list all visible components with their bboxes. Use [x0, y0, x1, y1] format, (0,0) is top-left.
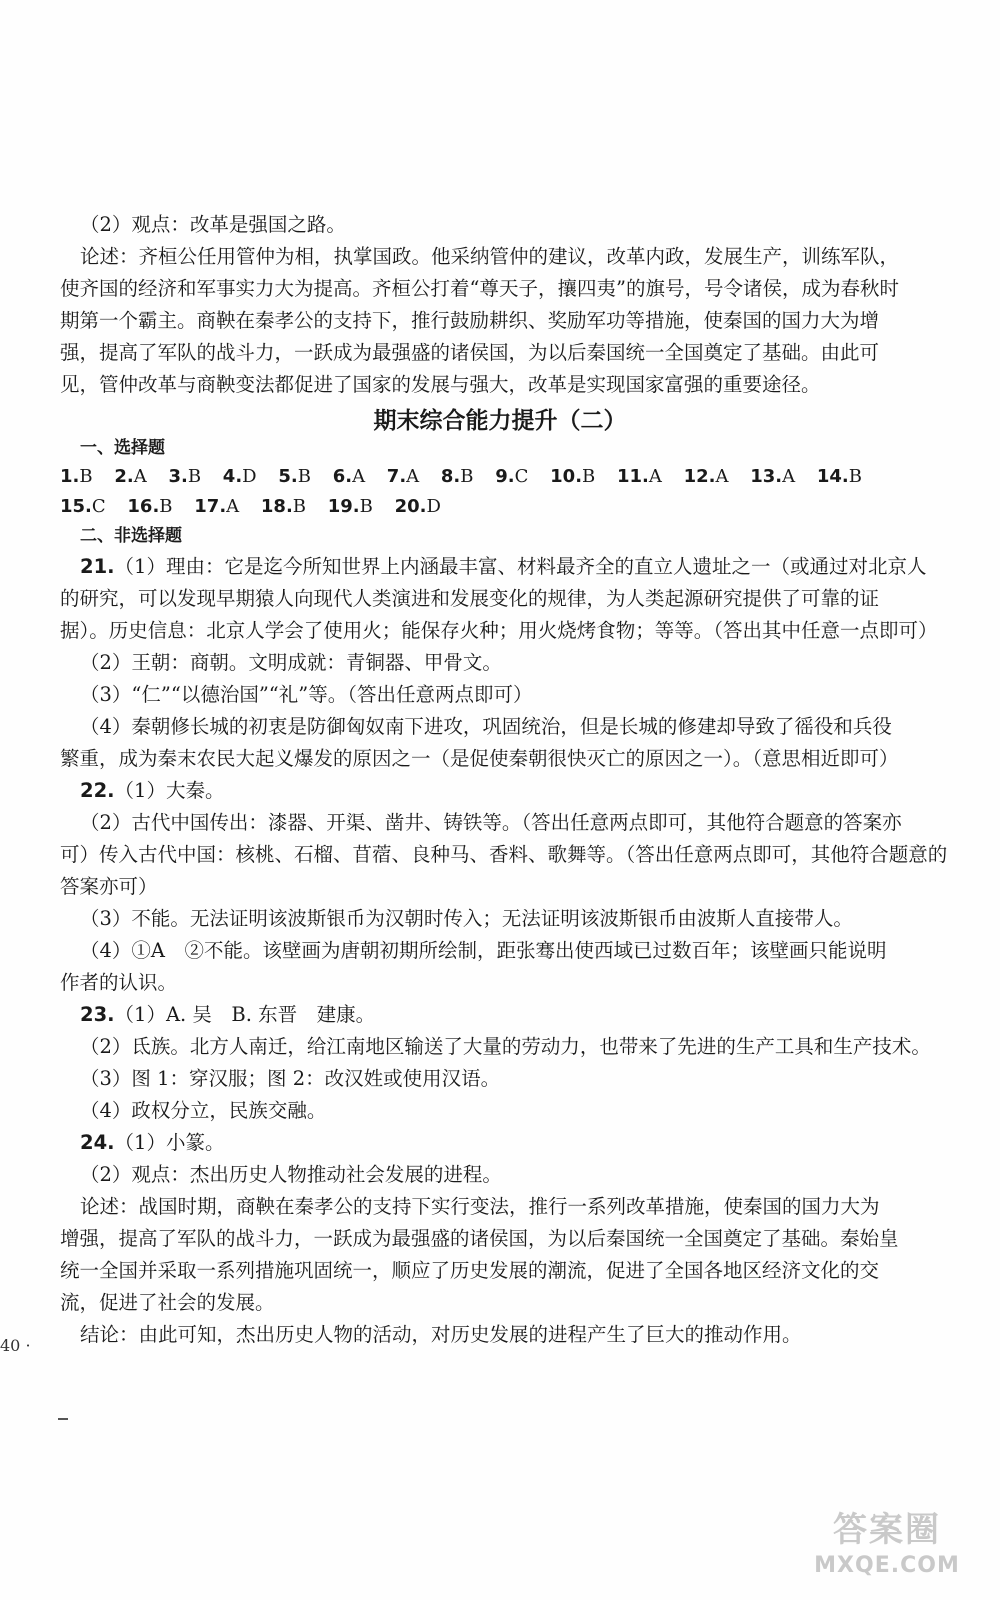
answer-choice: A [226, 496, 240, 517]
answer-choice: C [514, 466, 529, 487]
answer-item [114, 462, 146, 492]
text-line: （1）小篆。 [114, 1131, 225, 1154]
question-number: 22. [80, 779, 115, 802]
question-number: 15. [60, 496, 92, 517]
answer-row [60, 492, 457, 522]
answer-choice: B [582, 466, 596, 487]
watermark-logo [792, 1508, 982, 1588]
text-line: （1）大秦。 [114, 779, 225, 802]
question-number: 6. [332, 466, 353, 487]
answer-item [750, 462, 795, 492]
question-number: 24. [80, 1131, 115, 1154]
text-line: 期第一个霸主。商鞅在秦孝公的支持下，推行鼓励耕织、奖励军功等措施，使秦国的国力大为增 [60, 309, 880, 332]
answer-choice: A [782, 466, 796, 487]
text-line: 统一全国并采取一系列措施巩固统一，顺应了历史发展的潮流，促进了全国各地区经济文化的交 [60, 1259, 880, 1282]
page-number: 40 · [0, 1336, 31, 1355]
text-line: （4）政权分立，民族交融。 [80, 1099, 327, 1122]
question-number: 16. [127, 496, 160, 517]
question-number: 3. [168, 466, 188, 487]
question-number: 20. [394, 496, 427, 517]
text-line: （2）古代中国传出：漆器、开渠、凿井、铸铁等。（答出任意两点即可，其他符合题意的答案亦 [80, 811, 902, 834]
question-24 [80, 1128, 970, 1158]
question-number: 17. [194, 496, 227, 517]
answer-choice: A [352, 466, 366, 487]
answer-choice: B [292, 496, 307, 517]
answer-row [60, 462, 878, 492]
text-line: （2）观点：杰出历史人物推动社会发展的进程。 [80, 1163, 502, 1186]
answer-choice: A [648, 466, 662, 487]
question-number: 14. [816, 466, 849, 487]
answer-choice: B [159, 496, 173, 517]
answer-item [817, 462, 862, 492]
question-number: 10. [550, 466, 583, 487]
answer-choice: A [715, 466, 729, 487]
answer-choice: B [460, 466, 474, 487]
question-number: 7. [386, 466, 407, 487]
text-line: （1）理由：它是迄今所知世界上内涵最丰富、材料最齐全的直立人遗址之一（或通过对北京人 [114, 555, 927, 578]
text-line: （4）①A ②不能。该壁画为唐朝初期所绘制，距张骞出使西域已过数百年；该壁画只能说明 [80, 939, 887, 962]
text-line: 论述：战国时期，商鞅在秦孝公的支持下实行变法，推行一系列改革措施，使秦国的国力大为 [80, 1195, 880, 1218]
question-21 [80, 552, 970, 582]
text-line: （3）“仁”“以德治国”“礼”等。（答出任意两点即可） [80, 683, 533, 706]
text-line: 繁重，成为秦末农民大起义爆发的原因之一（是促使秦朝很快灭亡的原因之一）。（意思相近即可） [60, 747, 899, 770]
question-23 [80, 1000, 970, 1030]
text-line: （1）A. 吴 B. 东晋 建康。 [114, 1003, 376, 1026]
section-heading: 二、非选择题 [80, 526, 182, 546]
answer-item [387, 462, 419, 492]
text-line: 见，管仲改革与商鞅变法都促进了国家的发展与强大，改革是实现国家富强的重要途径。 [60, 373, 821, 396]
text-line: 的研究，可以发现早期猿人向现代人类演进和发展变化的规律，为人类起源研究提供了可靠的证 [60, 587, 880, 610]
answer-item [168, 462, 201, 492]
answer-choice: B [848, 466, 862, 487]
question-number: 19. [327, 496, 360, 517]
text-line: 可）传入古代中国：核桃、石榴、苜蓿、良种马、香料、歌舞等。（答出任意两点即可，其他符合题意的 [60, 843, 948, 866]
answer-choice: A [133, 466, 147, 487]
answer-choice: C [91, 496, 106, 517]
answer-item [441, 462, 474, 492]
answer-item [395, 492, 441, 522]
text-line: 强，提高了军队的战斗力，一跃成为最强盛的诸侯国，为以后秦国统一全国奠定了基础。由此可 [60, 341, 880, 364]
answer-choice: A [406, 466, 420, 487]
answer-item [328, 492, 373, 522]
answer-choice: B [187, 466, 202, 487]
answer-item [60, 462, 93, 492]
text-line: 流，促进了社会的发展。 [60, 1291, 275, 1314]
answer-choice: D [426, 496, 441, 517]
text-line: （2）王朝：商朝。文明成就：青铜器、甲骨文。 [80, 651, 502, 674]
question-number: 11. [617, 466, 649, 487]
text-line: （3）不能。无法证明该波斯银币为汉朝时传入；无法证明该波斯银币由波斯人直接带人。 [80, 907, 853, 930]
answer-item [617, 462, 662, 492]
answer-item [550, 462, 595, 492]
answer-choice: B [79, 466, 93, 487]
text-line: 论述：齐桓公任用管仲为相，执掌国政。他采纳管仲的建议，改革内政，发展生产，训练军队， [80, 245, 900, 268]
text-line: 据）。历史信息：北京人学会了使用火；能保存火种；用火烧烤食物；等等。（答出其中任意一点即可） [60, 619, 938, 642]
text-line: 增强，提高了军队的战斗力，一跃成为最强盛的诸侯国，为以后秦国统一全国奠定了基础。秦始皇 [60, 1227, 899, 1250]
answer-item [333, 462, 365, 492]
text-line: 答案亦可） [60, 875, 158, 898]
question-number: 1. [60, 466, 80, 487]
watermark-url: MXQE.COM [814, 1553, 960, 1578]
text-line: 使齐国的经济和军事实力大为提高。齐桓公打着“尊天子，攘四夷”的旗号，号令诸侯，成为春秋时 [60, 277, 899, 300]
watermark-text: 答案圈 [833, 1510, 941, 1550]
question-number: 8. [440, 466, 461, 487]
divider [58, 1418, 68, 1420]
answer-item [278, 462, 311, 492]
answer-item [194, 492, 239, 522]
answer-item [223, 462, 257, 492]
page-title: 期末综合能力提升（二） [373, 408, 627, 434]
question-number: 23. [80, 1003, 115, 1026]
text-line: 作者的认识。 [60, 971, 178, 994]
question-number: 12. [683, 466, 716, 487]
question-number: 18. [260, 496, 293, 517]
question-number: 4. [222, 466, 243, 487]
answer-choice: B [297, 466, 311, 487]
section-heading: 一、选择题 [80, 438, 165, 458]
question-number: 9. [495, 466, 515, 487]
question-number: 5. [278, 466, 298, 487]
answer-item [127, 492, 172, 522]
text-line: 结论：由此可知，杰出历史人物的活动，对历史发展的进程产生了巨大的推动作用。 [80, 1323, 802, 1346]
answer-item [684, 462, 729, 492]
text-line: （2）观点：改革是强国之路。 [80, 213, 346, 236]
text-line: （2）氐族。北方人南迁，给江南地区输送了大量的劳动力，也带来了先进的生产工具和生产技术。 [80, 1035, 931, 1058]
question-number: 2. [114, 466, 134, 487]
text-line: （4）秦朝修长城的初衷是防御匈奴南下进攻，巩固统治，但是长城的修建却导致了徭役和兵役 [80, 715, 892, 738]
answer-item [495, 462, 528, 492]
question-number: 21. [80, 555, 115, 578]
answer-choice: B [359, 496, 373, 517]
answer-choice: D [242, 466, 257, 487]
question-22 [80, 776, 970, 806]
text-line: （3）图 1：穿汉服；图 2：改汉姓或使用汉语。 [80, 1067, 501, 1090]
answer-item [261, 492, 306, 522]
answer-item [60, 492, 106, 522]
question-number: 13. [750, 466, 783, 487]
